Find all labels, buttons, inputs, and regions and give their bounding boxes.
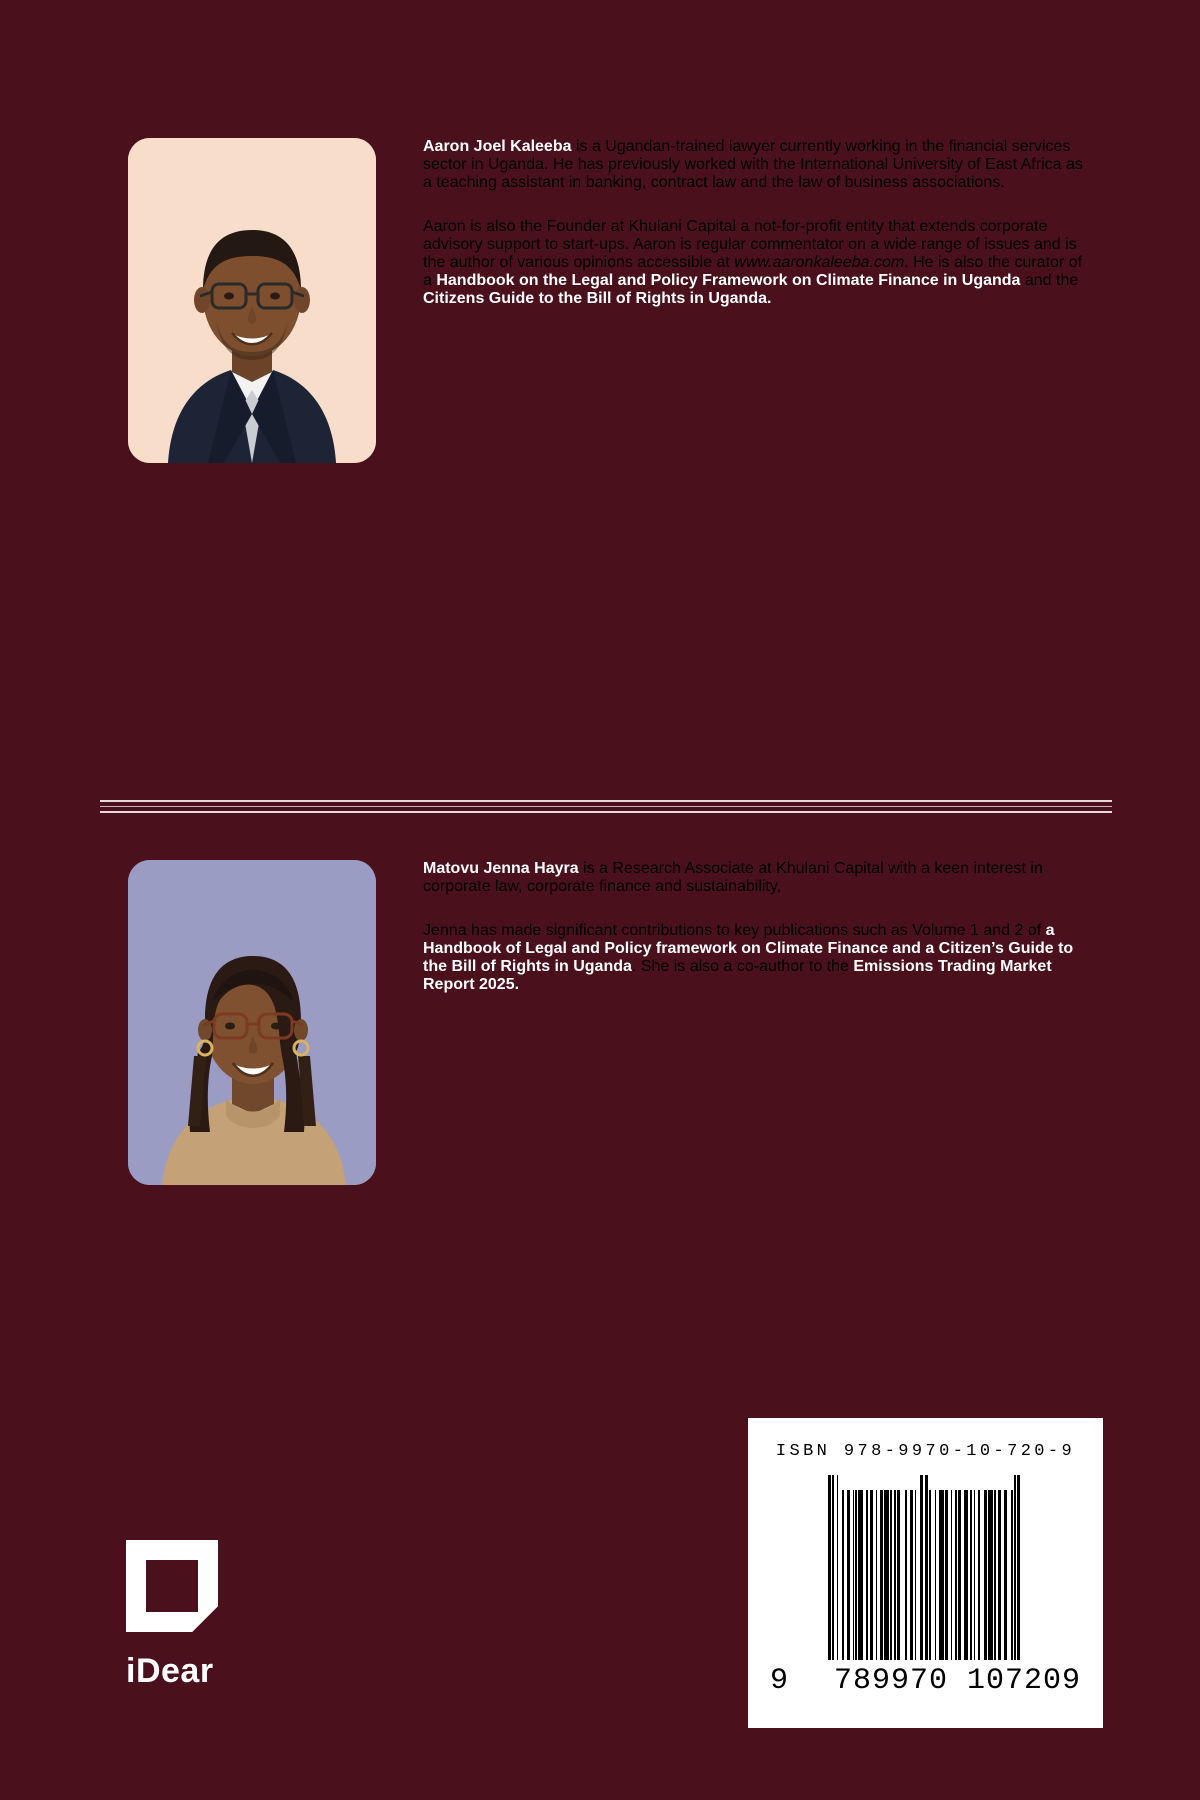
logo-inner-shape [146, 1560, 198, 1612]
portrait-text-wrap-spacer-2 [128, 860, 423, 1160]
author-name-jenna: Matovu Jenna Hayra [423, 860, 579, 877]
aaron-p2-part1: Aaron is also the Founder at Khulani Capital a not-for-profit entity that extends corporate advisory support to start-ups. Aaron is regular commentator on a wide range of issues and is the author of various opinions accessible at [423, 218, 1077, 271]
jenna-p2-part2: . She is also a co-author to the [631, 958, 854, 975]
portrait-text-wrap-spacer [128, 138, 423, 468]
divider-line-3 [100, 811, 1112, 813]
barcode-digit-right: 789970 107209 [833, 1664, 1081, 1698]
barcode-digits [766, 1660, 1085, 1698]
aaron-website-link[interactable]: www.aaronkaleeba.com [734, 254, 905, 271]
jenna-p2-part1: Jenna has made significant contributions to key publications such as Volume 1 and 2 of [423, 922, 1046, 939]
aaron-publication-1: Handbook on the Legal and Policy Framework on Climate Finance in Uganda [436, 272, 1021, 289]
divider-line-2 [100, 806, 1112, 807]
jenna-bio-paragraph-1-text: is a Research Associate at Khulani Capital with a keen interest in corporate law, corporate finance and sustainability, [423, 860, 1043, 895]
divider-line-1 [100, 800, 1112, 802]
author-name-aaron: Aaron Joel Kaleeba [423, 138, 572, 155]
isbn-barcode [748, 1418, 1103, 1728]
jenna-publication-2: Emissions Trading Market Report 2025. [423, 958, 1052, 993]
aaron-p2-part3: and the [1020, 272, 1079, 289]
publisher-name: iDear [126, 1652, 214, 1690]
author-bio-aaron [128, 138, 1085, 478]
aaron-publication-2: Citizens Guide to the Bill of Rights in Uganda. [423, 290, 772, 307]
aaron-bio-paragraph-1-text: is a Ugandan-trained lawyer currently working in the financial services sector in Uganda. He has previously worked with the International University of East Africa as a teaching assistant in banking, contract law and the law of business associations. [423, 138, 1083, 191]
barcode-digit-left: 9 [770, 1664, 790, 1698]
horizontal-rule-divider [100, 800, 1112, 814]
jenna-publication-1: a Handbook of Legal and Policy framework on Climate Finance and a Citizen’s Guide to the Bill of Rights in Uganda [423, 922, 1074, 975]
author-bio-jenna [128, 860, 1085, 1200]
isbn-label: ISBN 978-9970-10-720-9 [775, 1442, 1076, 1461]
aaron-p2-part2: . He is also the curator of a [423, 254, 1083, 289]
idear-logo-icon [126, 1540, 218, 1632]
barcode-bars [766, 1475, 1085, 1660]
publisher-logo [126, 1540, 346, 1691]
